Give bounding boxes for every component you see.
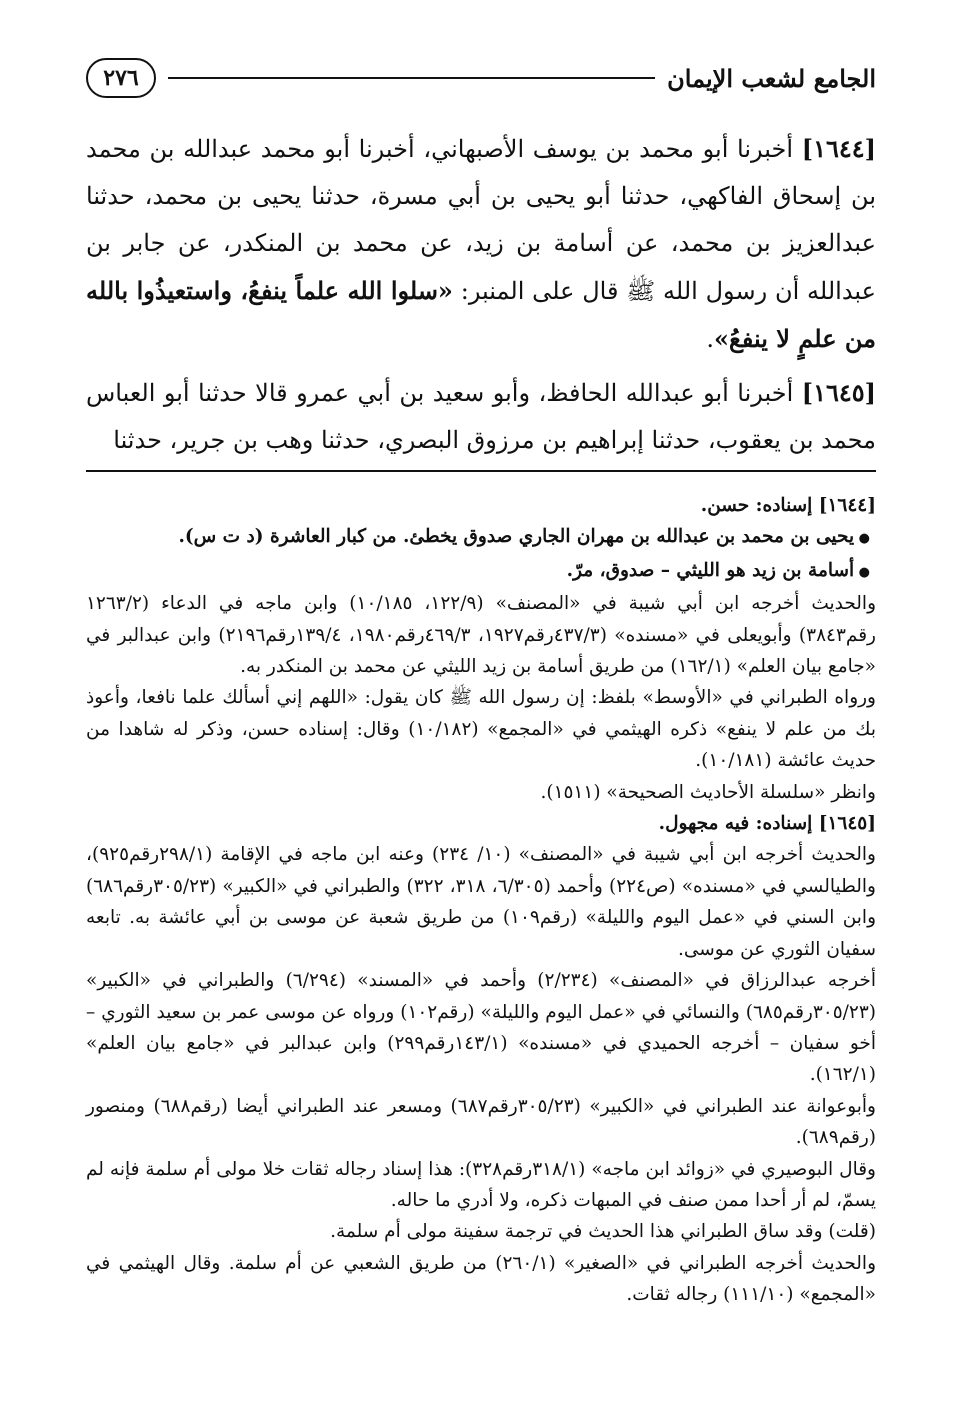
header-rule	[168, 77, 655, 79]
footnote-paragraph: والحديث أخرجه ابن أبي شيبة في «المصنف» (١٢٢/٩، ١٠/١٨٥) وابن ماجه في الدعاء (١٢٦٣/٢ رقم٣٨٤٣) وأبويعلى في «مسنده» (٤٣٧/٣رقم١٩٢٧، ٤٦٩/٣رقم١٩٨٠، ١٣٩/٤رقم٢١٩٦) وابن عبدالبر في «جامع بيان العلم» (١٦٢/١) من طريق أسامة بن زيد الليثي عن محمد بن المنكدر به.	[86, 593, 877, 678]
main-text	[86, 125, 876, 464]
footnote-paragraph: وأبوعوانة عند الطبراني في «الكبير» (٣٠٥/٢٣رقم٦٨٧) ومسعر عند الطبراني أيضا (رقم٦٨٨) ومنصور (رقم٦٨٩).	[86, 1095, 876, 1149]
running-header	[86, 55, 876, 101]
hadith-number: [١٦٤٥]	[801, 378, 876, 407]
hadith-1645	[86, 369, 876, 464]
bullet-item: ● يحيى بن محمد بن عبدالله بن مهران الجاري صدوق يخطئ. من كبار العاشرة (د ت س).	[86, 521, 876, 554]
book-page	[86, 55, 876, 1311]
hadith-number: [١٦٤٤]	[801, 134, 876, 163]
page-number: ٢٧٦	[86, 58, 156, 98]
footnote-paragraph: (قلت) وقد ساق الطبراني هذا الحديث في ترجمة سفينة مولى أم سلمة.	[330, 1221, 876, 1243]
footnote-paragraph: والحديث أخرجه ابن أبي شيبة في «المصنف» (١٠/ ٢٣٤) وعنه ابن ماجه في الإقامة (٢٩٨/١رقم٩٢٥)، والطيالسي في «مسنده» (ص٢٢٤) وأحمد (٦/٣٠٥، ٣١٨، ٣٢٢) والطبراني في «الكبير» (٣٠٥/٢٣رقم٦٨٦) وابن السني في «عمل اليوم والليلة» (رقم١٠٩) من طريق شعبة عن موسى بن أبي عائشة به. تابعه سفيان الثوري عن موسى.	[86, 844, 877, 960]
bullet-item: ● أسامة بن زيد هو الليثي – صدوق، مرّ.	[86, 555, 876, 588]
footnote-paragraph: أخرجه عبدالرزاق في «المصنف» (٢/٢٣٤) وأحمد في «المسند» (٦/٢٩٤) والطبراني في «الكبير» (٣٠٥/٢٣رقم٦٨٥) والنسائي في «عمل اليوم والليلة» (رقم١٠٢) ورواه عن موسى عمر بن سعيد الثوري – أخو سفيان – أخرجه الحميدي في «مسنده» (١٤٣/١رقم٢٩٩) وابن عبدالبر في «جامع بيان العلم» (١٦٢/١).	[86, 970, 876, 1086]
footnote-paragraph: ورواه الطبراني في «الأوسط» بلفظ: إن رسول الله ﷺ كان يقول: «اللهم إني أسألك علما نافعا، وأعوذ بك من علم لا ينفع» ذكره الهيثمي في «المجمع» (١٠/١٨٢) وقال: إسناده حسن، وذكر له شاهدا من حديث عائشة (١٠/١٨١).	[86, 687, 877, 772]
footnote-heading-1644: [١٦٤٤] إسناده: حسن.	[700, 495, 876, 516]
footnote-heading-1645: [١٦٤٥] إسناده: فيه مجهول.	[658, 813, 876, 835]
book-title: الجامع لشعب الإيمان	[667, 63, 876, 93]
matn-text: «سلوا الله علماً ينفعُ، واستعيذُوا بالله من علمٍ لا ينفعُ»	[86, 276, 876, 353]
footnotes	[86, 490, 876, 1311]
footnote-paragraph: وانظر «سلسلة الأحاديث الصحيحة» (١٥١١).	[540, 781, 876, 803]
hadith-1644	[86, 125, 876, 363]
end-mark: .	[706, 325, 715, 353]
footnote-paragraph: وقال البوصيري في «زوائد ابن ماجه» (٣١٨/١رقم٣٢٨): هذا إسناد رجاله ثقات خلا مولى أم سلمة فإنه لم يسمّ، لم أر أحدا ممن صنف في المبهات ذكره، ولا أدري ما حاله.	[86, 1158, 876, 1211]
isnad-text: أخبرنا أبو عبدالله الحافظ، وأبو سعيد بن أبي عمرو قالا حدثنا أبو العباس محمد بن يعقوب، حدثنا إبراهيم بن مرزوق البصري، حدثنا وهب بن جرير، حدثنا	[86, 379, 876, 454]
footnote-paragraph: والحديث أخرجه الطبراني في «الصغير» (٢٦٠/١) من طريق الشعبي عن أم سلمة. وقال الهيثمي في «المجمع» (١١١/١٠) رجاله ثقات.	[86, 1252, 877, 1306]
footnote-separator	[86, 470, 876, 472]
isnad-text: أخبرنا أبو محمد بن يوسف الأصبهاني، أخبرنا أبو محمد عبدالله بن محمد بن إسحاق الفاكهي، حدثنا أبو يحيى بن أبي مسرة، حدثنا يحيى بن محمد، حدثنا عبدالعزيز بن محمد، عن أسامة بن زيد، عن محمد بن المنكدر، عن جابر بن عبدالله أن رسول الله ﷺ قال على المنبر:	[86, 135, 876, 305]
